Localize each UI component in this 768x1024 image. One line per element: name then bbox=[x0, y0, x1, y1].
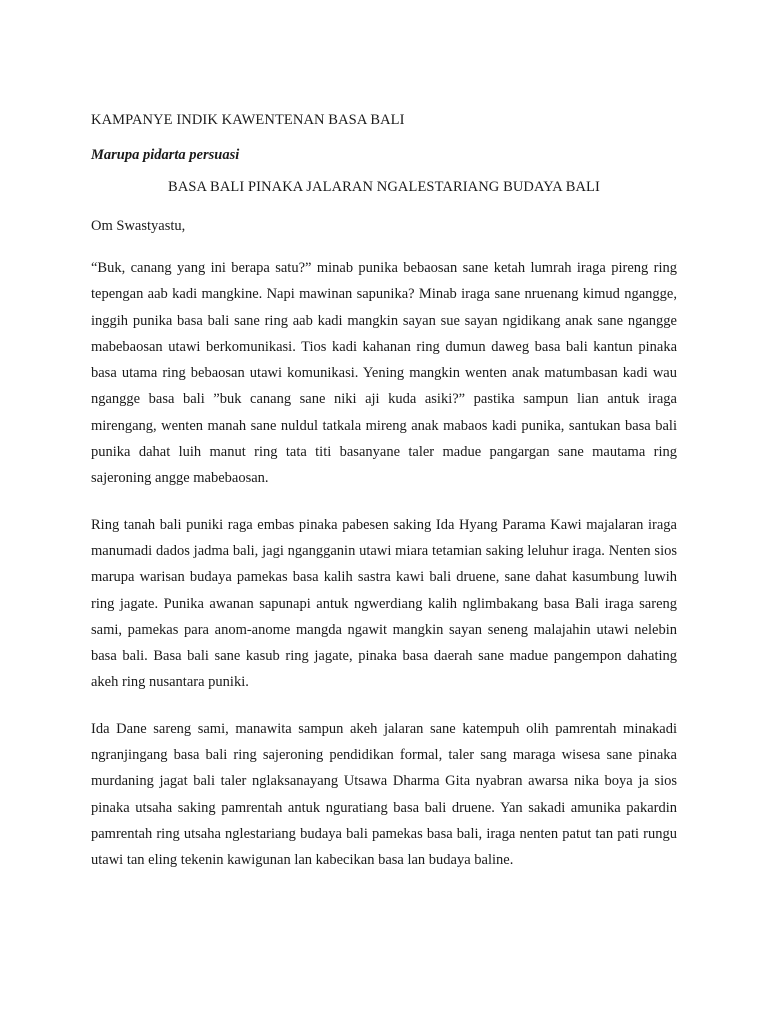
paragraph: “Buk, canang yang ini berapa satu?” minab punika bebaosan sane ketah lumrah iraga pireng ring tepengan aab kadi mangkine. Napi mawinan sapunika? Minab iraga sane nruenang kimud ngangge, inggih punika basa bali sane ring aab kadi mangkin sayan sue sayan ngidikang anak sane ngangge mabebaosan utawi berkomunikasi. Tios kadi kahanan ring dumun daweg basa bali kantun pinaka basa utama ring bebaosan utawi komunikasi. Yening mangkin wenten anak matumbasan kadi wau ngangge basa bali ”buk canang sane niki aji kuda asiki?” pastika sampun lian antuk iraga mirengang, wenten manah sane nuldul tatkala mireng anak mabaos kadi punika, santukan basa bali punika dahat luih manut ring tata titi basanyane taler madue pangargan sane mautama ring sajeroning angge mabebaosan. bbox=[91, 260, 677, 487]
greeting: Om Swastyastu, bbox=[91, 218, 186, 234]
document-heading: KAMPANYE INDIK KAWENTENAN BASA BALI bbox=[91, 112, 405, 128]
document-subheading: Marupa pidarta persuasi bbox=[91, 147, 240, 163]
document-body bbox=[91, 110, 677, 874]
speech-title: BASA BALI PINAKA JALARAN NGALESTARIANG BUDAYA BALI bbox=[168, 179, 600, 195]
paragraph: Ring tanah bali puniki raga embas pinaka pabesen saking Ida Hyang Parama Kawi majalaran iraga manumadi dados jadma bali, jagi ngangganin utawi miara tetamian saking leluhur iraga. Nenten sios marupa warisan budaya pamekas basa kalih sastra kawi bali druene, sane dahat kasumbung luwih ring jagate. Punika awanan sapunapi antuk ngwerdiang kalih nglimbakang basa Bali iraga sareng sami, pamekas para anom-anome mangda ngawit mangkin sayan seneng malajahin utawi nelebin basa bali. Basa bali sane kasub ring jagate, pinaka basa daerah sane madue pangempon dahating akeh ring nusantara puniki. bbox=[91, 516, 677, 691]
paragraph: Ida Dane sareng sami, manawita sampun akeh jalaran sane katempuh olih pamrentah minakadi ngranjingang basa bali ring sajeroning pendidikan formal, taler sang maraga wisesa sane pinaka murdaning jagat bali taler nglaksanayang Utsawa Dharma Gita nyabran awarsa nika boya ja sios pinaka utsaha saking pamrentah antuk nguratiang basa bali druene. Yan sakadi amunika pakardin pamrentah ring utsaha nglestariang budaya bali pamekas basa bali, iraga nenten patut tan pati rungu utawi tan eling tekenin kawigunan lan kabecikan basa lan budaya baline. bbox=[91, 720, 677, 869]
